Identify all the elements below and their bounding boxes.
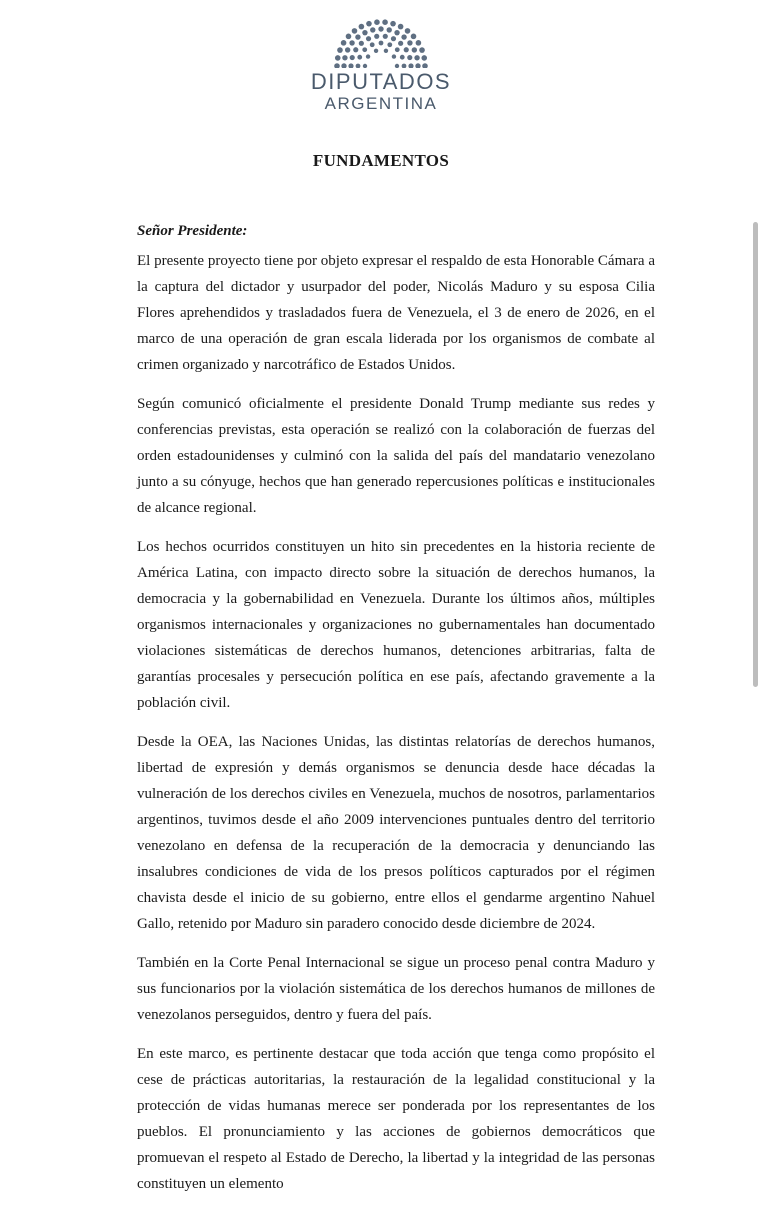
hemicycle-dot (401, 34, 406, 39)
hemicycle-dot (378, 26, 383, 31)
hemicycle-dot (335, 55, 341, 61)
hemicycle-dot (398, 24, 404, 30)
hemicycle-dot (387, 42, 392, 47)
hemicycle-dot (395, 47, 400, 52)
hemicycle-dot (415, 63, 420, 68)
diputados-argentina-logo (0, 18, 762, 114)
hemicycle-dot (374, 19, 380, 25)
paragraph-2: Según comunicó oficialmente el presidente Donald Trump mediante sus redes y conferencias previstas, esta operación se realizó con la colaboración de fuerzas del orden estadounidenses y culminó con la salida del país del mandatario venezolano junto a su cónyuge, hechos que han generado repercusiones políticas e institucionales de alcance regional. (137, 396, 655, 516)
hemicycle-dot (408, 63, 413, 68)
hemicycle-dot (384, 49, 388, 53)
hemicycle-dot (387, 27, 392, 32)
hemicycle-dot (379, 41, 384, 46)
hemicycle-dot (359, 41, 364, 46)
hemicycle-dot (400, 55, 405, 60)
hemicycle-dot (404, 47, 409, 52)
hemicycle-dot (392, 54, 396, 58)
hemicycle-dot (341, 63, 346, 68)
hemicycle-dot (352, 28, 358, 34)
paragraph-6: En este marco, es pertinente destacar que toda acción que tenga como propósito el cese de prácticas autoritarias, la restauración de la legalidad constitucional y la protección de vidas humanas merece ser ponderada por los representantes de los pueblos. El pronunciamiento y las acciones de gobiernos democráticos que promuevan el respeto al Estado de Derecho, la libertad y la integridad de las personas constituyen un elemento (137, 1046, 655, 1192)
paragraph-4: Desde la OEA, las Naciones Unidas, las distintas relatorías de derechos humanos, libertad de expresión y demás organismos se denuncia desde hace décadas la vulneración de los derechos civiles en Venezuela, muchos de nosotros, parlamentarios argentinos, tuvimos desde el año 2009 intervenciones puntuales dentro del territorio venezolano en defensa de la recuperación de la democracia y denunciando las insalubres condiciones de vida de los presos políticos capturados por el régimen chavista desde el inicio de su gobierno, entre ellos el gendarme argentino Nahuel Gallo, retenido por Maduro sin paradero conocido desde diciembre de 2024. (137, 734, 655, 932)
hemicycle-dot (341, 40, 347, 46)
hemicycle-dot (350, 55, 355, 60)
hemicycle-dot (348, 63, 353, 68)
hemicycle-dot (359, 24, 365, 30)
hemicycle-dot (382, 19, 388, 25)
document-heading: FUNDAMENTOS (312, 151, 450, 170)
hemicycle-dot (363, 64, 367, 68)
hemicycle-dot (334, 63, 340, 68)
salutation: Señor Presidente: (137, 223, 248, 239)
hemicycle-dot (353, 47, 358, 52)
hemicycle-dot (366, 54, 370, 58)
hemicycle-dot (414, 55, 419, 60)
hemicycle-dot (374, 49, 378, 53)
logo-text-diputados: DIPUTADOS (310, 69, 452, 94)
hemicycle-dot (345, 47, 350, 52)
hemicycle-dots-icon (316, 18, 446, 68)
hemicycle-dot (357, 55, 362, 60)
hemicycle-dot (370, 27, 375, 32)
hemicycle-dot (362, 47, 367, 52)
hemicycle-dot (383, 34, 388, 39)
hemicycle-dot (394, 30, 399, 35)
hemicycle-dot (416, 40, 422, 46)
logo-text-argentina: ARGENTINA (324, 94, 438, 113)
hemicycle-dot (370, 42, 375, 47)
hemicycle-dot (419, 47, 425, 53)
hemicycle-dot (407, 55, 412, 60)
hemicycle-dot (342, 55, 347, 60)
hemicycle-dot (391, 36, 396, 41)
paragraph-5: También en la Corte Penal Internacional se sigue un proceso penal contra Maduro y sus funcionarios por la violación sistemática de los derechos humanos de millones de venezolanos perseguidos, dentro y fuera del país. (137, 955, 655, 1023)
hemicycle-dot (355, 34, 360, 39)
paragraph-1: El presente proyecto tiene por objeto expresar el respaldo de esta Honorable Cámara a la captura del dictador y usurpador del poder, Nicolás Maduro y su esposa Cilia Flores aprehendidos y trasladados fuera de Venezuela, el 3 de enero de 2026, en el marco de una operación de gran escala liderada por los organismos de combate al crimen organizado y narcotráfico de Estados Unidos. (137, 253, 655, 373)
hemicycle-dot (349, 40, 354, 45)
document-body (137, 218, 655, 1210)
paragraph-3: Los hechos ocurridos constituyen un hito sin precedentes en la historia reciente de América Latina, con impacto directo sobre la situación de derechos humanos, la democracia y la gobernabilidad en Venezuela. Durante los últimos años, múltiples organismos internacionales y organizaciones no gubernamentales han documentado violaciones sistemáticas de derechos humanos, detenciones arbitrarias, falta de garantías procesales y persecución política en ese país, afectando gravemente a la población civil. (137, 539, 655, 711)
hemicycle-dot (390, 21, 396, 27)
hemicycle-dot (346, 34, 352, 40)
scrollbar-thumb[interactable] (753, 222, 758, 687)
hemicycle-dot (366, 36, 371, 41)
hemicycle-dot (402, 64, 407, 68)
hemicycle-dot (366, 21, 372, 27)
hemicycle-dot (337, 47, 343, 53)
hemicycle-dot (407, 40, 412, 45)
hemicycle-dot (356, 64, 361, 68)
hemicycle-dot (412, 47, 417, 52)
hemicycle-dot (395, 64, 399, 68)
hemicycle-dot (421, 55, 427, 61)
hemicycle-dot (411, 34, 417, 40)
hemicycle-dot (422, 63, 428, 68)
hemicycle-dot (374, 34, 379, 39)
hemicycle-dot (398, 41, 403, 46)
hemicycle-dot (362, 30, 367, 35)
hemicycle-dot (405, 28, 411, 34)
